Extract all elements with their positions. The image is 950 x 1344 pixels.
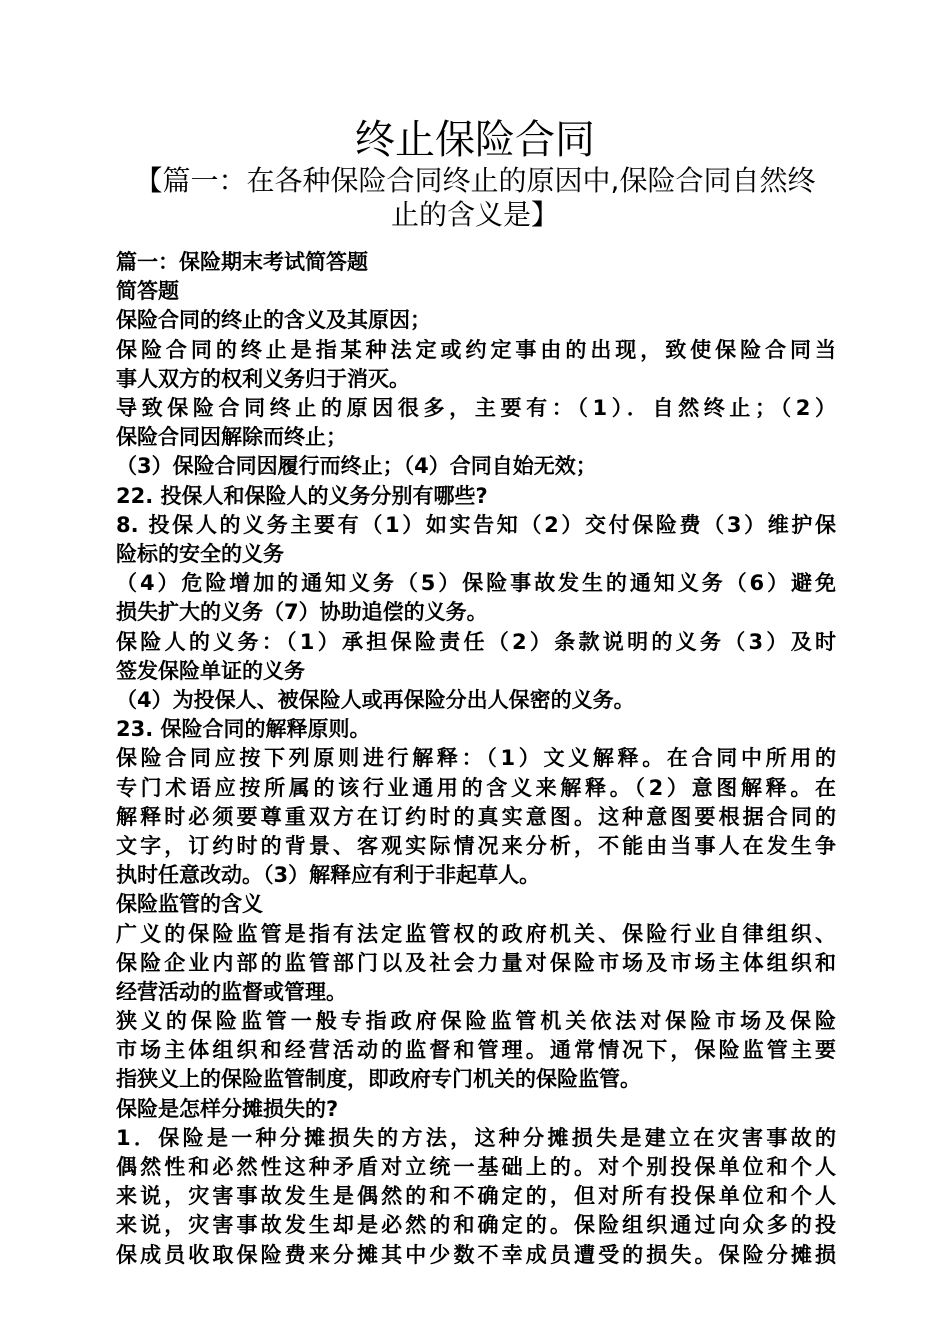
- document-body: [116, 248, 836, 1270]
- text-line: 市场主体组织和经营活动的监督和管理。通常情况下，保险监管主要: [116, 1038, 836, 1063]
- text-line: 篇一：保险期末考试简答题: [116, 250, 368, 274]
- text-line: 狭义的保险监管一般专指政府保险监管机关依法对保险市场及保险: [116, 1009, 836, 1034]
- text-line: 保成员收取保险费来分摊其中少数不幸成员遭受的损失。保险分摊损: [116, 1242, 836, 1267]
- text-line: 22. 投保人和保险人的义务分别有哪些?: [116, 483, 488, 508]
- text-line: 保险合同的终止是指某种法定或约定事由的出现，致使保险合同当: [116, 337, 836, 362]
- text-line: 指狭义上的保险监管制度，即政府专门机关的保险监管。: [116, 1067, 641, 1092]
- text-line: 偶然性和必然性这种矛盾对立统一基础上的。对个别投保单位和个人: [116, 1155, 836, 1180]
- text-line: 险标的安全的义务: [116, 541, 284, 566]
- page-title: 终止保险合同: [355, 117, 595, 163]
- text-line: 广义的保险监管是指有法定监管权的政府机关、保险行业自律组织、: [116, 921, 836, 946]
- text-line: 文字，订约时的背景、客观实际情况来分析，不能由当事人在发生争: [116, 833, 836, 858]
- text-line: 保险监管的含义: [116, 892, 263, 917]
- text-line: 保险合同的终止的含义及其原因；: [116, 308, 431, 333]
- text-line: 保险人的义务：（1）承担保险责任（2）条款说明的义务（3）及时: [116, 629, 836, 654]
- text-line: 来说，灾害事故发生是偶然的和不确定的，但对所有投保单位和个人: [116, 1184, 836, 1209]
- text-line: 解释时必须要尊重双方在订约时的真实意图。这种意图要根据合同的: [116, 804, 836, 829]
- text-line: 简答题: [116, 279, 179, 304]
- text-line: 1．保险是一种分摊损失的方法，这种分摊损失是建立在灾害事故的: [116, 1125, 836, 1150]
- page-subtitle: [100, 164, 850, 232]
- subtitle-line-2: 止的含义是】: [390, 198, 559, 231]
- text-line: 经营活动的监督或管理。: [116, 979, 347, 1004]
- text-line: 来说，灾害事故发生却是必然的和确定的。保险组织通过向众多的投: [116, 1213, 836, 1238]
- text-line: 损失扩大的义务（7）协助追偿的义务。: [116, 600, 488, 625]
- text-line: 23. 保险合同的解释原则。: [116, 717, 371, 742]
- text-line: 保险合同因解除而终止；: [116, 425, 347, 450]
- subtitle-line-1: 【篇一：在各种保险合同终止的原因中,保险合同自然终: [134, 164, 816, 197]
- text-line: 签发保险单证的义务: [116, 658, 305, 683]
- text-line: 保险合同应按下列原则进行解释：（1）文义解释。在合同中所用的: [116, 746, 836, 771]
- text-line: 保险是怎样分摊损失的?: [116, 1096, 339, 1121]
- text-line: 专门术语应按所属的该行业通用的含义来解释。（2）意图解释。在: [116, 775, 836, 800]
- text-line: 8. 投保人的义务主要有（1）如实告知（2）交付保险费（3）维护保: [116, 512, 836, 537]
- text-line: 执时任意改动。（3）解释应有利于非起草人。: [116, 863, 541, 888]
- text-line: 事人双方的权利义务归于消灭。: [116, 366, 410, 391]
- text-line: 导致保险合同终止的原因很多，主要有：（1）．自然终止；（2）: [116, 396, 836, 420]
- text-line: （4）为投保人、被保险人或再保险分出人保密的义务。: [116, 687, 635, 712]
- text-line: 保险企业内部的监管部门以及社会力量对保险市场及市场主体组织和: [116, 950, 836, 975]
- text-line: （3）保险合同因履行而终止；（4）合同自始无效；: [116, 454, 597, 479]
- text-line: （4）危险增加的通知义务（5）保险事故发生的通知义务（6）避免: [116, 571, 836, 596]
